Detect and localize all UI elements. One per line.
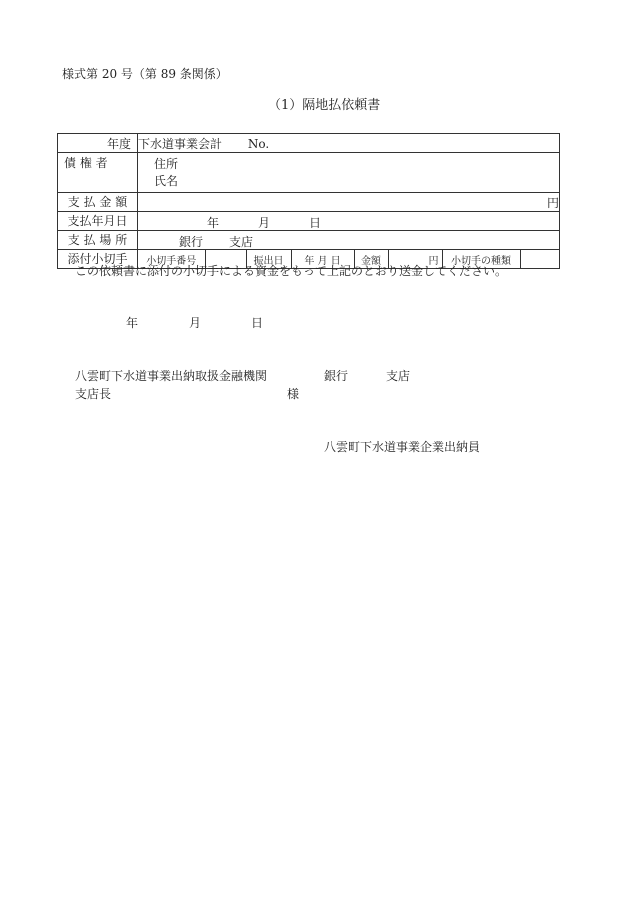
check-type-label: 小切手の種類	[442, 250, 520, 268]
issue-date-label: 振出日	[246, 250, 291, 268]
check-amount-yen: 円	[388, 250, 442, 268]
request-statement: この依頼書に添付の小切手による資金をもって上記のとおり送金してください。	[75, 264, 508, 278]
payment-place-row	[58, 231, 560, 250]
date-day: 日	[251, 316, 264, 330]
branch-manager: 支店長	[75, 387, 112, 401]
addressee-branch: 支店	[386, 369, 411, 383]
payment-request-form	[57, 133, 560, 269]
attached-check-label: 添付小切手	[58, 250, 138, 269]
amount-row	[58, 193, 560, 212]
name-label: 氏名	[154, 173, 179, 188]
payment-date-label: 支払年月日	[58, 212, 138, 231]
account-name: 下水道事業会計	[138, 136, 223, 151]
issuer-name: 八雲町下水道事業企業出納員	[324, 440, 481, 454]
date-month: 月	[189, 316, 202, 330]
number-label: No.	[247, 136, 270, 151]
addressee-institution: 八雲町下水道事業出納取扱金融機関	[75, 369, 268, 383]
place-bank: 銀行	[179, 235, 204, 249]
date-year: 年	[126, 316, 139, 330]
amount-yen: 円	[138, 193, 560, 212]
check-type-value	[520, 250, 559, 268]
payment-date-row	[58, 212, 560, 231]
check-number-label: 小切手番号	[146, 255, 197, 267]
place-branch: 支店	[229, 235, 254, 249]
creditor-row	[58, 153, 560, 193]
payment-day: 日	[309, 216, 322, 230]
payment-month: 月	[258, 216, 271, 230]
addressee-bank: 銀行	[324, 369, 349, 383]
fiscal-year-row	[58, 134, 560, 153]
payment-place-label: 支 払 場 所	[58, 231, 138, 250]
check-amount-label: 金額	[354, 250, 388, 268]
payment-year: 年	[207, 216, 220, 230]
fiscal-year-label: 年度	[58, 134, 138, 153]
address-label: 住所	[154, 156, 179, 171]
document-title: （1）隔地払依頼書	[268, 98, 381, 113]
issue-date-value: 年 月 日	[291, 250, 354, 268]
amount-label: 支 払 金 額	[58, 193, 138, 212]
creditor-label: 債 権 者	[64, 156, 108, 170]
honorific: 様	[287, 387, 300, 401]
form-number: 様式第 20 号（第 89 条関係）	[62, 67, 228, 81]
